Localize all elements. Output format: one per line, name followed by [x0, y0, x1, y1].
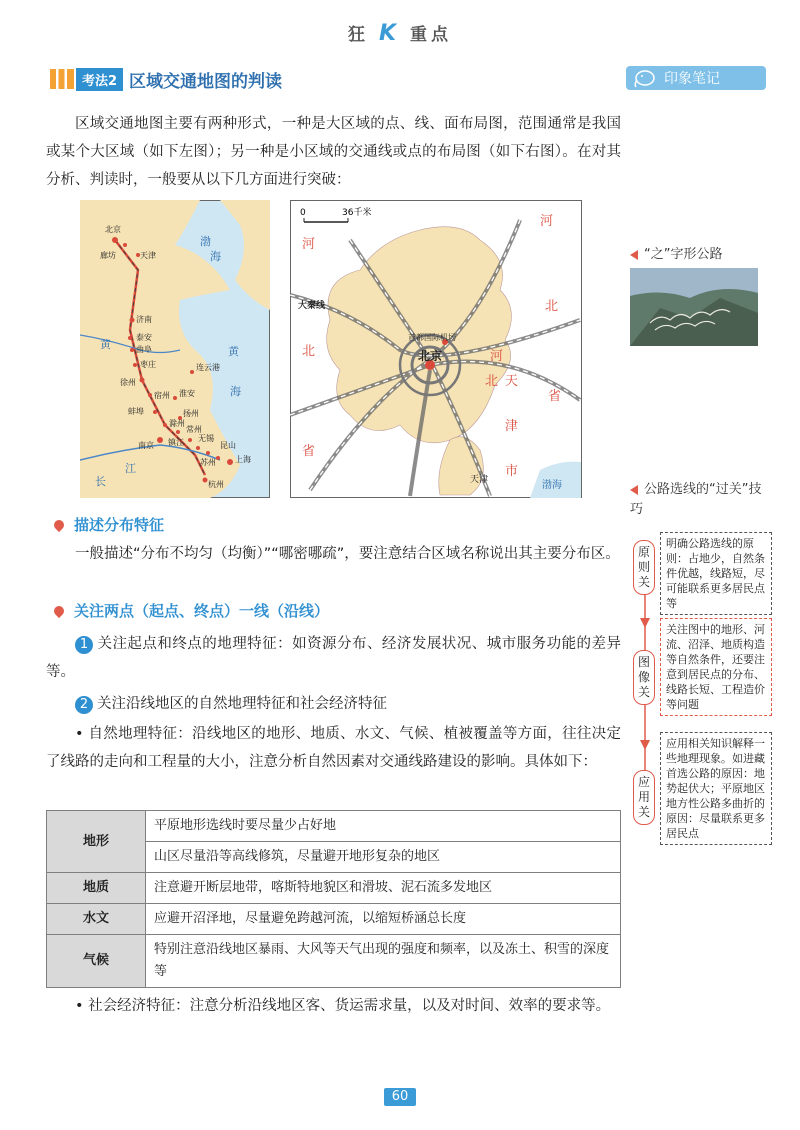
- table-cell: 注意避开断层地带，喀斯特地貌区和滑坡、泥石流多发地区: [146, 873, 621, 904]
- map-city: 南京: [138, 441, 154, 450]
- map-water: 黄: [100, 338, 111, 351]
- natural-paragraph: • 自然地理特征：沿线地区的地形、地质、水文、气候、植被覆盖等方面，往往决定了线路的走向和工程量的大小，注意分析自然因素对交通线路建设的影响。具体如下：: [46, 726, 621, 770]
- elephant-icon: [632, 68, 658, 88]
- table-head: 地质: [47, 873, 146, 904]
- zhi-road-caption: [630, 243, 722, 262]
- zhi-road-photo: [630, 268, 758, 346]
- section-tag: 考法2: [76, 68, 123, 91]
- table-head: 地形: [47, 811, 146, 873]
- subheading-two-points: [54, 600, 329, 621]
- bullet-icon: [52, 603, 66, 617]
- header-right: 重点: [409, 25, 452, 45]
- table-cell: 平原地形选线时要尽量少占好地: [146, 811, 621, 842]
- map-city: 廊坊: [100, 251, 116, 260]
- section-heading: [50, 68, 282, 90]
- map-city: 曲阜: [136, 345, 152, 354]
- table-cell: 山区尽量沿等高线修筑，尽量避开地形复杂的地区: [146, 842, 621, 873]
- map-city: 昆山: [220, 441, 236, 450]
- map-city: 北京: [105, 225, 121, 234]
- zhi-road-caption-text: “之”字形公路: [644, 247, 723, 262]
- point-2-text: 关注沿线地区的自然地理特征和社会经济特征: [97, 696, 387, 712]
- province-label: 天: [505, 374, 519, 389]
- airport-label: 首都国际机场: [408, 333, 456, 342]
- triangle-icon: [630, 485, 638, 495]
- notes-header-label: 印象笔记: [664, 71, 720, 87]
- map-city: 徐州: [120, 378, 136, 387]
- step-pill: 应用关: [633, 770, 655, 825]
- table-row: [47, 904, 621, 935]
- left-map: [80, 200, 270, 498]
- map-city: 淮安: [179, 389, 195, 398]
- map-water: 海: [210, 250, 221, 263]
- map-water: 黄: [228, 345, 239, 358]
- intro-paragraph: 区域交通地图主要有两种形式，一种是大区域的点、线、面布局图，范围通常是我国或某个大区域（如下左图）；另一种是小区域的交通线或点的布局图（如下右图）。在对其分析、判读时，一般要从以下几方面进行突破：: [46, 116, 621, 188]
- subheading-two-points-label: 关注两点（起点、终点）一线（沿线）: [74, 602, 330, 620]
- province-label: 河: [302, 237, 316, 252]
- province-label: 市: [505, 464, 519, 479]
- map-city: 苏州: [200, 458, 216, 467]
- bullet-icon: [52, 517, 66, 531]
- triangle-icon: [630, 250, 638, 260]
- table-head: 气候: [47, 935, 146, 988]
- table-row: [47, 811, 621, 842]
- step-box: 明确公路选线的原则：占地少，自然条件优越，线路短，尽可能联系更多居民点等: [660, 532, 772, 615]
- map-city: 泰安: [136, 333, 152, 342]
- subheading-distribution-label: 描述分布特征: [74, 516, 165, 534]
- province-label: 北: [302, 344, 316, 359]
- map-city: 无锡: [198, 434, 214, 443]
- map-center-label: 北京: [418, 349, 443, 363]
- number-badge: 2: [75, 696, 93, 714]
- point-2: [46, 690, 621, 718]
- social-paragraph: • 社会经济特征：注意分析沿线地区客、货运需求量，以及对时间、效率的要求等。: [75, 998, 611, 1014]
- step-box: 关注图中的地形、河流、沼泽、地质构造等自然条件，还要注意到居民点的分布、线路长短、工程造价等问题: [660, 618, 772, 716]
- map-city: 连云港: [196, 363, 220, 372]
- table-cell: 特别注意沿线地区暴雨、大风等天气出现的强度和频率，以及冻土、积雪的深度等: [146, 935, 621, 988]
- bay-label: 渤海: [542, 480, 562, 491]
- province-label: 河: [490, 349, 504, 364]
- header-left: 狂: [348, 25, 370, 45]
- tianjin-label: 天津: [470, 475, 489, 485]
- table-cell: 应避开沼泽地，尽量避免跨越河流，以缩短桥涵总长度: [146, 904, 621, 935]
- table-head: 水文: [47, 904, 146, 935]
- point-1-text: 关注起点和终点的地理特征：如资源分布、经济发展状况、城市服务功能的差异等。: [46, 636, 621, 680]
- right-map: [290, 200, 582, 498]
- map-city: 扬州: [183, 409, 199, 418]
- subheading-distribution: [54, 514, 164, 535]
- header-k: K: [378, 21, 401, 46]
- step-box: 应用相关知识解释一些地理现象。如进藏首选公路的原因：地势起伏大；平原地区地方性公路多曲折的原因：尽量联系更多居民点: [660, 732, 772, 845]
- table-row: [47, 935, 621, 988]
- map-water: 海: [230, 385, 241, 398]
- map-city: 蚌埠: [128, 407, 144, 416]
- province-label: 北: [545, 299, 559, 314]
- natural-factors-table: [46, 810, 621, 988]
- province-label: 北: [485, 374, 499, 389]
- route-title: [630, 480, 770, 520]
- map-water: 渤: [200, 235, 211, 248]
- route-title-text: 公路选线的“过关”技巧: [630, 482, 762, 517]
- map-water: 长: [95, 475, 106, 488]
- section-title: 区域交通地图的判读: [129, 71, 283, 92]
- map-city: 天津: [140, 251, 156, 260]
- province-label: 河: [540, 214, 554, 229]
- table-row: [47, 873, 621, 904]
- province-label: 省: [548, 389, 562, 404]
- point-1: [46, 630, 621, 686]
- scale-zero: 0: [300, 208, 306, 218]
- province-label: 津: [505, 419, 519, 434]
- map-water: 江: [125, 462, 136, 475]
- map-city: 杭州: [208, 480, 224, 489]
- province-label: 省: [302, 444, 316, 459]
- distribution-paragraph: 一般描述“分布不均匀（均衡）”“哪密哪疏”，要注意结合区域名称说出其主要分布区。: [75, 546, 620, 562]
- book-icon: [50, 69, 74, 89]
- step-pill: 原则关: [633, 540, 655, 595]
- map-city: 枣庄: [140, 360, 156, 369]
- map-city: 上海: [235, 455, 251, 464]
- rail-label: 大秦线: [298, 301, 326, 311]
- map-city: 常州: [186, 425, 202, 434]
- map-city: 镇江: [168, 438, 184, 447]
- map-city: 宿州: [154, 391, 170, 400]
- map-city: 济南: [136, 315, 152, 324]
- number-badge: 1: [75, 636, 93, 654]
- scale-label: 36千米: [342, 208, 372, 218]
- map-city: 滁州: [169, 419, 185, 428]
- page-number: 60: [384, 1088, 416, 1106]
- notes-header: [626, 66, 766, 90]
- step-pill: 图像关: [633, 650, 655, 705]
- running-header: [0, 20, 800, 46]
